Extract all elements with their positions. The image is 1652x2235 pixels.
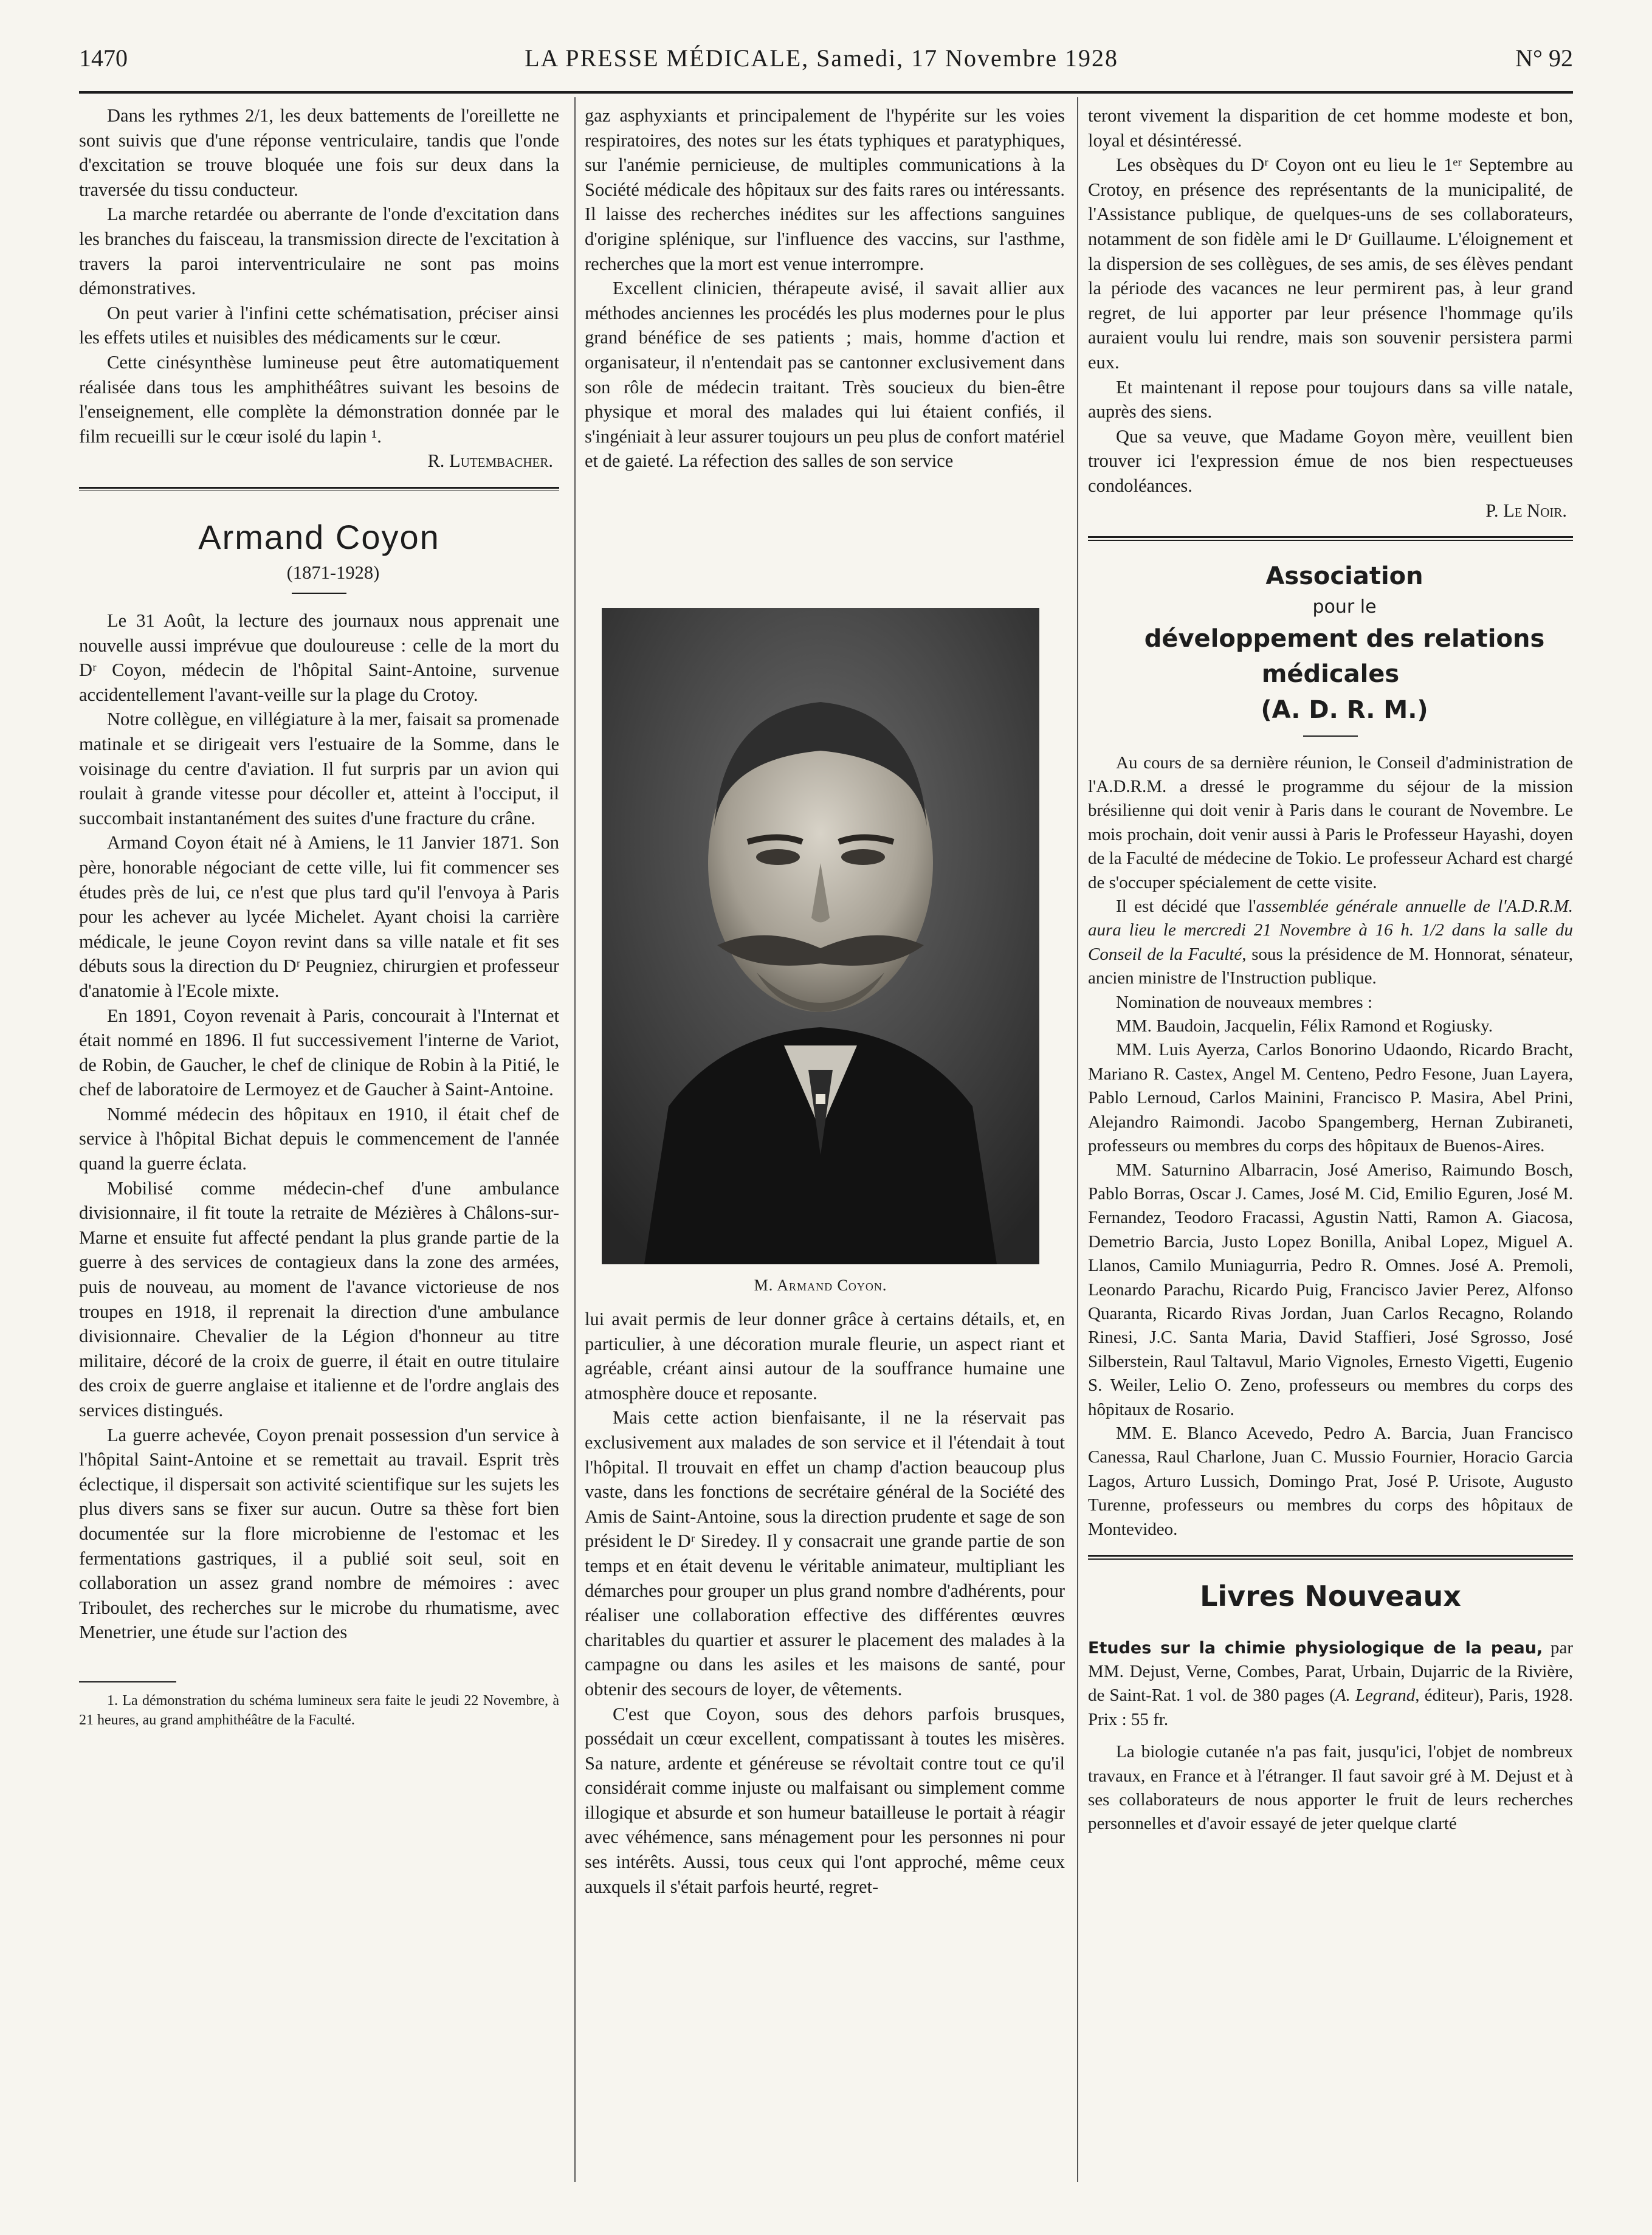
- association-acronym: (A. D. R. M.): [1261, 695, 1428, 724]
- paragraph: MM. Saturnino Albarracin, José Ameriso, Raimundo Bosch, Pablo Borras, Oscar J. Cames, José M. Cid, Emilio Eguren, José M. Fernandez, Teodoro Fracassi, Agustin Natti, Ramon A. Giacosa, Demetrio Barcia, Justo Lopez Bonilla, Anibal Lopez, Miguel A. Llanos, Camilo Muniagurria, Pedro R. Omnes. José A. Premoli, Leonardo Parachu, Ricardo Puig, Francisco Javier Perez, Alfonso Quaranta, Ricardo Rivas Jordan, Juan Carlos Recagno, Rolando Rinesi, J.C. Santa Maria, David Staffieri, José Sgrosso, José Silberstein, Raul Taltavul, Mario Vignoles, Ernesto Vigetti, Eugenio S. Weiler, Lelio O. Zeno, professeurs ou membres du corps des hôpitaux de Rosario.: [1088, 1160, 1573, 1419]
- header-rule: [79, 91, 1573, 94]
- running-header: [79, 44, 1573, 81]
- paragraph: Le 31 Août, la lecture des journaux nous apprenait une nouvelle aussi imprévue que douloureuse : celle de la mort du Dʳ Coyon, médecin de l'hôpital Saint-Antoine, survenue accidentellement l'avant-veille sur la plage du Crotoy.: [79, 610, 559, 705]
- photo-caption: M. Armand Coyon.: [754, 1276, 887, 1294]
- book-entry: [1088, 1636, 1573, 1732]
- text-run: Il est décidé que l': [1116, 897, 1256, 917]
- paragraph: MM. E. Blanco Acevedo, Pedro A. Barcia, Juan Francisco Canessa, Raul Charlone, Juan C. Mussio Fournier, Horacio Garcia Lagos, Arturo Lussich, Domingo Prat, José P. Urisote, Augusto Turenne, professeurs ou membres du corps des hôpitaux de Montevideo.: [1088, 1423, 1573, 1539]
- journal-title: LA PRESSE MÉDICALE, Samedi, 17 Novembre 1928: [525, 44, 1118, 72]
- paragraph: lui avait permis de leur donner grâce à certains détails, et, en particulier, à une décoration murale fleurie, un aspect riant et agréable, créant ainsi autour de la souffrance humaine une atmosphère douce et reposante.: [585, 1309, 1065, 1403]
- book-title: Etudes sur la chimie physiologique de la peau,: [1088, 1638, 1543, 1658]
- portrait-photo: [602, 608, 1039, 1264]
- paragraph: teront vivement la disparition de cet homme modeste et bon, loyal et désintéressé.: [1088, 105, 1573, 151]
- paragraph: Nommé médecin des hôpitaux en 1910, il était chef de service à l'hôpital Bichat depuis le commencement de l'année quand la guerre éclata.: [79, 1103, 559, 1174]
- paragraph: Et maintenant il repose pour toujours dans sa ville natale, auprès des siens.: [1088, 376, 1573, 422]
- text-run: , sous la présidence de M. Honnorat, sénateur, ancien ministre de l'Instruction publique.: [1088, 944, 1573, 988]
- column-rule-2: [1077, 97, 1078, 2182]
- column-2-bottom: [585, 1307, 1065, 1899]
- section-rule: [79, 491, 559, 492]
- book-authors: par MM. Dejust, Verne, Combes, Parat, Urbain, Dujarric de la Rivière, de Saint-Rat. 1 vol. de 380 pages (: [1088, 1638, 1574, 1706]
- obituary-dates: (1871-1928): [286, 562, 380, 584]
- section-rule: [1088, 1558, 1573, 1560]
- paragraph: gaz asphyxiants et principalement de l'hypérite sur les voies respiratoires, des notes sur les états typhiques et paratyphiques, sur l'anémie pernicieuse, de multiples communications à la Société médicale des hôpitaux sur des faits rares ou intéressants. Il laisse des recherches inédites sur les affections sanguines d'origine splénique, sur l'influence des vaccins, sur l'asthme, recherches que la mort est venue interrompre.: [585, 105, 1065, 274]
- paragraph: Les obsèques du Dʳ Coyon ont eu lieu le 1ᵉʳ Septembre au Crotoy, en présence des représentants de la municipalité, de l'Assistance publique, de quelques-uns de ses collaborateurs, notamment de son fidèle ami le Dʳ Guillaume. L'éloignement et la dispersion de ses collègues, de ses amis, de ses élèves pendant la période des vacances ne leur permirent pas, à leur grand regret, de lui apporter par leur présence l'hommage qu'ils auraient voulu lui rendre, mais son souvenir persistera parmi eux.: [1088, 154, 1573, 373]
- paragraph: Notre collègue, en villégiature à la mer, faisait sa promenade matinale et se dirigeait vers l'estuaire de la Somme, dans le voisinage du centre d'aviation. Il fut surpris par un avion qui roulait à grande vitesse pour décoller et, atteint à l'occiput, il succombait instantanément des suites d'une fracture du crâne.: [79, 709, 559, 828]
- column-rule-1: [574, 97, 576, 2182]
- books-heading: Livres Nouveaux: [1200, 1579, 1461, 1613]
- paragraph: Nomination de nouveaux membres :: [1116, 992, 1373, 1012]
- title-rule: [292, 593, 346, 594]
- paragraph: Que sa veuve, que Madame Goyon mère, veuillent bien trouver ici l'expression émue de nos bien respectueuses condoléances.: [1088, 425, 1573, 496]
- paragraph: On peut varier à l'infini cette schématisation, préciser ainsi les effets utiles et nuisibles des médicaments sur le cœur.: [79, 302, 559, 348]
- paragraph: En 1891, Coyon revenait à Paris, concourait à l'Internat et était nommé en 1896. Il fut successivement l'interne de Variot, de Robin, de Gaucher, le chef de clinique de Robin à la Pitié, le chef de laboratoire de Lermoyez et de Gaucher à Saint-Antoine.: [79, 1005, 559, 1100]
- column-2-top: [585, 103, 1065, 474]
- paragraph: MM. Luis Ayerza, Carlos Bonorino Udaondo, Ricardo Bracht, Mariano R. Castex, Angel M. Centeno, Pedro Fesone, Juan Layera, Pablo Lernoud, Carlos Mainini, Francisco P. Masira, Abel Prini, Alejandro Raimondi. Jacobo Spangemberg, Hernan Zubiraneti, professeurs ou membres du corps des hôpitaux de Buenos-Aires.: [1088, 1040, 1573, 1156]
- section-rule: [1088, 540, 1573, 541]
- spacer: [1088, 1732, 1573, 1740]
- paragraph: [1088, 895, 1573, 991]
- signature: R. Lutembacher.: [427, 450, 553, 472]
- association-heading-2: développement des relations médicales: [1144, 624, 1545, 688]
- footnote-rule: [79, 1681, 176, 1682]
- paragraph: MM. Baudoin, Jacquelin, Félix Ramond et Rogiusky.: [1116, 1016, 1493, 1036]
- section-rule: [79, 487, 559, 489]
- association-heading: Association: [1265, 562, 1423, 590]
- paragraph: La biologie cutanée n'a pas fait, jusqu'ici, l'objet de nombreux travaux, en France et à l'étranger. Il faut savoir gré à M. Dejust et à ses collaborateurs de nous apporter le fruit de leurs recherches personnelles et d'avoir essayé de jeter quelque clarté: [1088, 1742, 1573, 1834]
- paragraph: Mobilisé comme médecin-chef d'une ambulance divisionnaire, il fit toute la retraite de Mézières à Châlons-sur-Marne et ensuite fut affecté pendant la plus grande partie de la guerre à des services de contagieux dans la zone des armées, puis de nouveau, au moment de l'avance victorieuse de nos troupes en 1918, il reprenait la direction d'une ambulance divisionnaire. Chevalier de la Légion d'honneur au titre militaire, décoré de la croix de guerre, il était en outre titulaire des croix de guerre anglaise et italienne et de l'ordre anglais des services distingués.: [79, 1177, 559, 1421]
- book-review: [1088, 1636, 1573, 1836]
- paragraph: Armand Coyon était né à Amiens, le 11 Janvier 1871. Son père, honorable négociant de cette ville, lui fit commencer ses études près de lui, ce n'est que plus tard qu'il l'envoya à Paris pour les achever au lycée Michelet. Ayant choisi la carrière médicale, le jeune Coyon revint dans sa ville natale et fit ses débuts sous la direction du Dʳ Peugniez, chirurgien et professeur d'anatomie à l'Ecole mixte.: [79, 832, 559, 1001]
- column-1: [79, 103, 559, 1730]
- book-publisher: A. Legrand: [1335, 1686, 1416, 1706]
- association-body: [1088, 751, 1573, 1541]
- paragraph: Dans les rythmes 2/1, les deux battements de l'oreillette ne sont suivis que d'une réponse ventriculaire, tandis que l'onde d'excitation se trouve bloquée une fois sur deux dans la traversée du tissu conducteur.: [79, 105, 559, 200]
- paragraph: La marche retardée ou aberrante de l'onde d'excitation dans les branches du faisceau, la transmission directe de l'excitation à travers la paroi interventriculaire ne sont pas moins démonstratives.: [79, 204, 559, 299]
- paragraph: Mais cette action bienfaisante, il ne la réservait pas exclusivement aux malades de son service et il l'étendait à tout l'hôpital. Il trouvait en effet un champ d'action beaucoup plus vaste, dans les fonctions de secrétaire général de la Société des Amis de Saint-Antoine, sous la direction prudente et sage de son président le Dʳ Siredey. Il y consacrait une grande partie de son temps et en était devenu le véritable animateur, multipliant les démarches pour grouper un plus grand nombre d'adhérents, pour réaliser une collaboration effective des différentes œuvres charitables du quartier et assurer le placement des malades à la campagne ou dans les asiles et les maisons de santé, pour obtenir des secours de loyer, de vêtements.: [585, 1407, 1065, 1699]
- signature: P. Le Noir.: [1485, 500, 1567, 521]
- page-number: 1470: [79, 44, 128, 72]
- paragraph: Excellent clinicien, thérapeute avisé, il savait allier aux méthodes anciennes les procédés les plus modernes pour le plus grand bénéfice de ses patients ; mais, homme d'action et organisateur, il n'entendait pas se cantonner exclusivement dans son rôle de médecin traitant. Très soucieux du bien-être physique et moral des malades qui lui étaient confiés, il s'ingéniait à leur assurer toujours un peu plus de confort matériel et de gaieté. La réfection des salles de son service: [585, 278, 1065, 472]
- column-3: [1088, 103, 1573, 1836]
- portrait-image: [602, 608, 1039, 1264]
- paragraph: C'est que Coyon, sous des dehors parfois brusques, possédait un cœur excellent, compatissant à toutes les misères. Sa nature, ardente et généreuse se révoltait contre tout ce qu'il considérait comme injuste ou malfaisant ou simplement comme illogique et absurde et son humeur batailleuse le portait à réagir avec véhémence, sans ménagement pour les personnes ni pour ses intérêts. Aussi, tous ceux qui l'ont approché, même ceux auxquels il s'était parfois heurté, regret-: [585, 1703, 1065, 1897]
- paragraph: Cette cinésynthèse lumineuse peut être automatiquement réalisée dans tous les amphithéâtres suivant les besoins de l'enseignement, elle complète la démonstration donnée par le film recueilli sur le cœur isolé du lapin ¹.: [79, 351, 559, 447]
- footnote: 1. La démonstration du schéma lumineux sera faite le jeudi 22 Novembre, à 21 heures, au grand amphithéâtre de la Faculté.: [79, 1692, 559, 1728]
- obituary-title: Armand Coyon: [198, 518, 440, 557]
- association-subheading: pour le: [1312, 596, 1377, 618]
- section-rule: [1088, 536, 1573, 538]
- italic-run: assemblée générale annuelle de l'A.D.R.M. aura lieu le mercredi 21 Novembre à 16 h. 1/2 dans la salle du Conseil de la Faculté: [1088, 897, 1573, 964]
- book-details: , éditeur), Paris, 1928. Prix : 55 fr.: [1088, 1686, 1574, 1729]
- title-rule: [1303, 735, 1358, 737]
- paragraph: La guerre achevée, Coyon prenait possession d'un service à l'hôpital Saint-Antoine et se remettait au travail. Esprit très éclectique, il dispersait son activité scientifique sur les sujets les plus divers sans se fixer sur aucun. Outre sa thèse fort bien documentée sur la flore microbienne de l'estomac et les fermentations gastriques, il a publié soit seul, soit en collaboration un assez grand nombre de mémoires : avec Triboulet, des recherches sur le microbe du rhumatisme, avec Menetrier, une étude sur l'action des: [79, 1424, 559, 1643]
- section-rule: [1088, 1555, 1573, 1557]
- paragraph: Au cours de sa dernière réunion, le Conseil d'administration de l'A.D.R.M. a dressé le programme du séjour de la mission brésilienne qui doit venir à Paris dans le courant de Novembre. Le mois prochain, doit venir aussi à Paris le Professeur Hayashi, doyen de la Faculté de médecine de Tokio. Le professeur Achard est chargé de s'occuper spécialement de cette visite.: [1088, 752, 1573, 892]
- issue-number: N° 92: [1515, 44, 1573, 72]
